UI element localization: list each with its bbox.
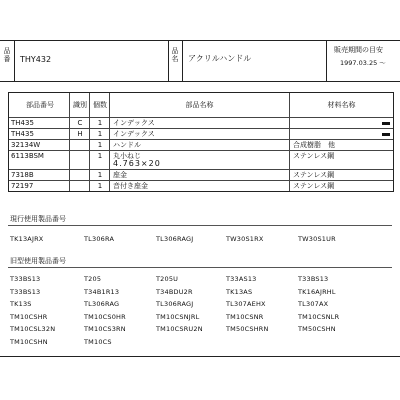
- old-model: TM10CSL32N: [10, 325, 56, 333]
- qty: 1: [89, 140, 110, 150]
- parts-table-header: [9, 93, 393, 117]
- col-qty: 個数: [89, 93, 110, 117]
- qty: 1: [89, 170, 110, 180]
- material: ステンレス鋼: [289, 151, 393, 169]
- qty: 1: [89, 129, 110, 139]
- col-part-number: 部品番号: [26, 101, 54, 109]
- old-model: TK13AS: [226, 287, 253, 296]
- old-model: T33AS13: [226, 275, 257, 283]
- old-model: TM10CSNR: [226, 312, 264, 321]
- name-label: 品名: [171, 47, 179, 63]
- current-model: TW30S1RX: [226, 235, 264, 243]
- qty: 1: [89, 118, 110, 128]
- old-model: TK13S: [10, 300, 32, 308]
- table-row: [9, 169, 393, 180]
- old-model: T33BS13: [298, 275, 329, 283]
- old-model: TM10CSNLR: [298, 312, 340, 321]
- material: [289, 129, 393, 139]
- part-name: インデックス: [109, 118, 289, 128]
- col-part-name: 部品名称: [109, 93, 289, 117]
- old-model: TM10CS: [84, 337, 112, 346]
- header-band: [0, 40, 400, 82]
- old-model: T205: [84, 275, 102, 283]
- old-model: TM50CSHN: [298, 325, 336, 333]
- table-row: [9, 180, 393, 191]
- qty: 1: [89, 181, 110, 191]
- material: 合成樹脂 他: [289, 140, 393, 150]
- material: ステンレス鋼: [289, 170, 393, 180]
- old-model: TM10CSRU2N: [156, 325, 203, 333]
- section-divider: [8, 225, 392, 226]
- old-model: TM10CSHR: [10, 312, 48, 321]
- part-name: 丸小ねじ: [113, 152, 141, 160]
- part-number: 6113BSM: [11, 152, 44, 160]
- part-name: インデックス: [109, 129, 289, 139]
- old-model: TM10CS3RN: [84, 325, 126, 333]
- old-model: T33BS13: [10, 287, 41, 296]
- part-number: 72197: [11, 182, 34, 190]
- sale-period: 1997.03.25 ～: [340, 59, 386, 67]
- old-model: TM10CSNJRL: [156, 312, 200, 321]
- series: C: [69, 118, 90, 128]
- table-row: [9, 139, 393, 150]
- old-model: TM10CSHN: [10, 337, 48, 346]
- old-model: TM10CS0HR: [84, 312, 126, 321]
- material: [289, 118, 393, 128]
- series: [69, 170, 90, 180]
- part-name: 音付き座金: [109, 181, 289, 191]
- part-name: ハンドル: [109, 140, 289, 150]
- current-model: TL306RA: [84, 235, 115, 243]
- current-model: TK13AJRX: [10, 235, 44, 243]
- current-models-title: 現行使用製品番号: [10, 215, 66, 223]
- part-name: 座金: [109, 170, 289, 180]
- current-model: TL306RAGJ: [156, 235, 194, 243]
- old-model: T205U: [156, 275, 179, 283]
- old-model: TL306RAGJ: [156, 300, 194, 308]
- sale-period-label: 販売期間の目安: [334, 46, 383, 54]
- old-model: T34BDU2R: [156, 287, 193, 296]
- product-number: THY432: [20, 55, 52, 64]
- old-model: TL307AEHX: [226, 300, 266, 308]
- old-model: T33BS13: [10, 275, 41, 283]
- old-model: TM50CSHRN: [226, 325, 269, 333]
- old-model: T34B1R13: [84, 287, 120, 296]
- part-number: TH435: [11, 130, 34, 138]
- table-row: [9, 128, 393, 139]
- old-models-title: 旧型使用製品番号: [10, 257, 66, 265]
- series: [69, 140, 90, 150]
- old-model: TK16AJRHL: [298, 287, 336, 296]
- part-number: 32134W: [11, 141, 41, 149]
- col-material: 材料名称: [289, 93, 393, 117]
- old-model: TL306RAG: [84, 300, 120, 308]
- current-model: TW30S1UR: [298, 235, 336, 243]
- part-dimension: 4.763×20: [113, 159, 161, 168]
- old-model: TL307AX: [298, 300, 329, 308]
- marker-bar: [382, 122, 390, 125]
- product-name: アクリルハンドル: [188, 54, 252, 63]
- table-row: [9, 117, 393, 128]
- part-number: TH435: [11, 119, 34, 127]
- part-name-cell: [109, 151, 289, 169]
- bottom-rule: [0, 356, 400, 357]
- col-series: 識別: [69, 93, 90, 117]
- marker-bar: [382, 133, 390, 136]
- parts-table: [8, 92, 394, 192]
- number-label: 品番: [3, 47, 11, 63]
- table-row: [9, 150, 393, 169]
- series: [69, 151, 90, 169]
- part-number: 7318B: [11, 171, 34, 179]
- qty: 1: [89, 151, 110, 169]
- series: H: [69, 129, 90, 139]
- section-divider: [8, 267, 392, 268]
- material: ステンレス鋼: [289, 181, 393, 191]
- series: [69, 181, 90, 191]
